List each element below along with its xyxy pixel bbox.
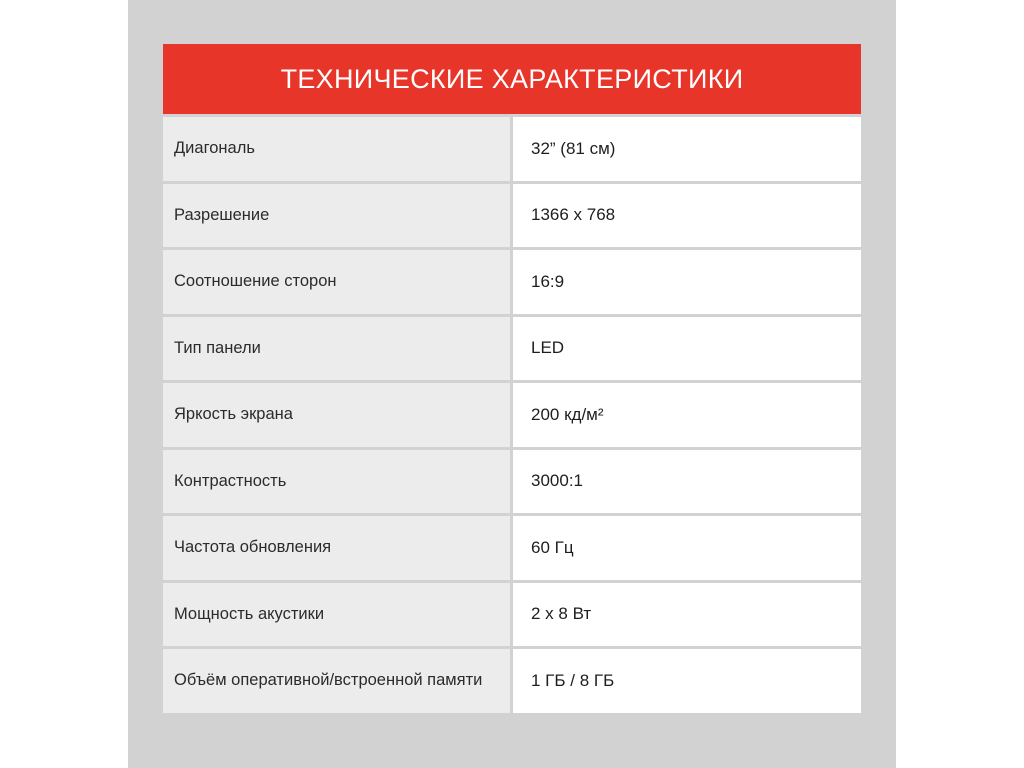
spec-value: 1 ГБ / 8 ГБ: [513, 649, 861, 713]
spec-value: 2 x 8 Вт: [513, 583, 861, 647]
spec-label: Объём оперативной/встроенной памяти: [163, 649, 510, 713]
spec-value: LED: [513, 317, 861, 381]
spec-row-panel-type: [163, 317, 861, 381]
spec-value: 200 кд/м²: [513, 383, 861, 447]
table-title: ТЕХНИЧЕСКИЕ ХАРАКТЕРИСТИКИ: [163, 44, 861, 114]
spec-value: 60 Гц: [513, 516, 861, 580]
spec-rows: [163, 117, 861, 713]
spec-value: 16:9: [513, 250, 861, 314]
spec-row-brightness: [163, 383, 861, 447]
spec-value: 1366 x 768: [513, 184, 861, 248]
spec-table: [163, 44, 861, 716]
spec-row-diagonal: [163, 117, 861, 181]
spec-label: Разрешение: [163, 184, 510, 248]
spec-value: 32” (81 см): [513, 117, 861, 181]
spec-row-resolution: [163, 184, 861, 248]
spec-row-audio-power: [163, 583, 861, 647]
spec-label: Контрастность: [163, 450, 510, 514]
spec-label: Мощность акустики: [163, 583, 510, 647]
spec-label: Диагональ: [163, 117, 510, 181]
spec-row-memory: [163, 649, 861, 713]
spec-row-contrast: [163, 450, 861, 514]
spec-label: Яркость экрана: [163, 383, 510, 447]
spec-label: Тип панели: [163, 317, 510, 381]
spec-label: Соотношение сторон: [163, 250, 510, 314]
spec-row-refresh-rate: [163, 516, 861, 580]
spec-value: 3000:1: [513, 450, 861, 514]
spec-label: Частота обновления: [163, 516, 510, 580]
spec-row-aspect-ratio: [163, 250, 861, 314]
background-panel: [128, 0, 896, 768]
